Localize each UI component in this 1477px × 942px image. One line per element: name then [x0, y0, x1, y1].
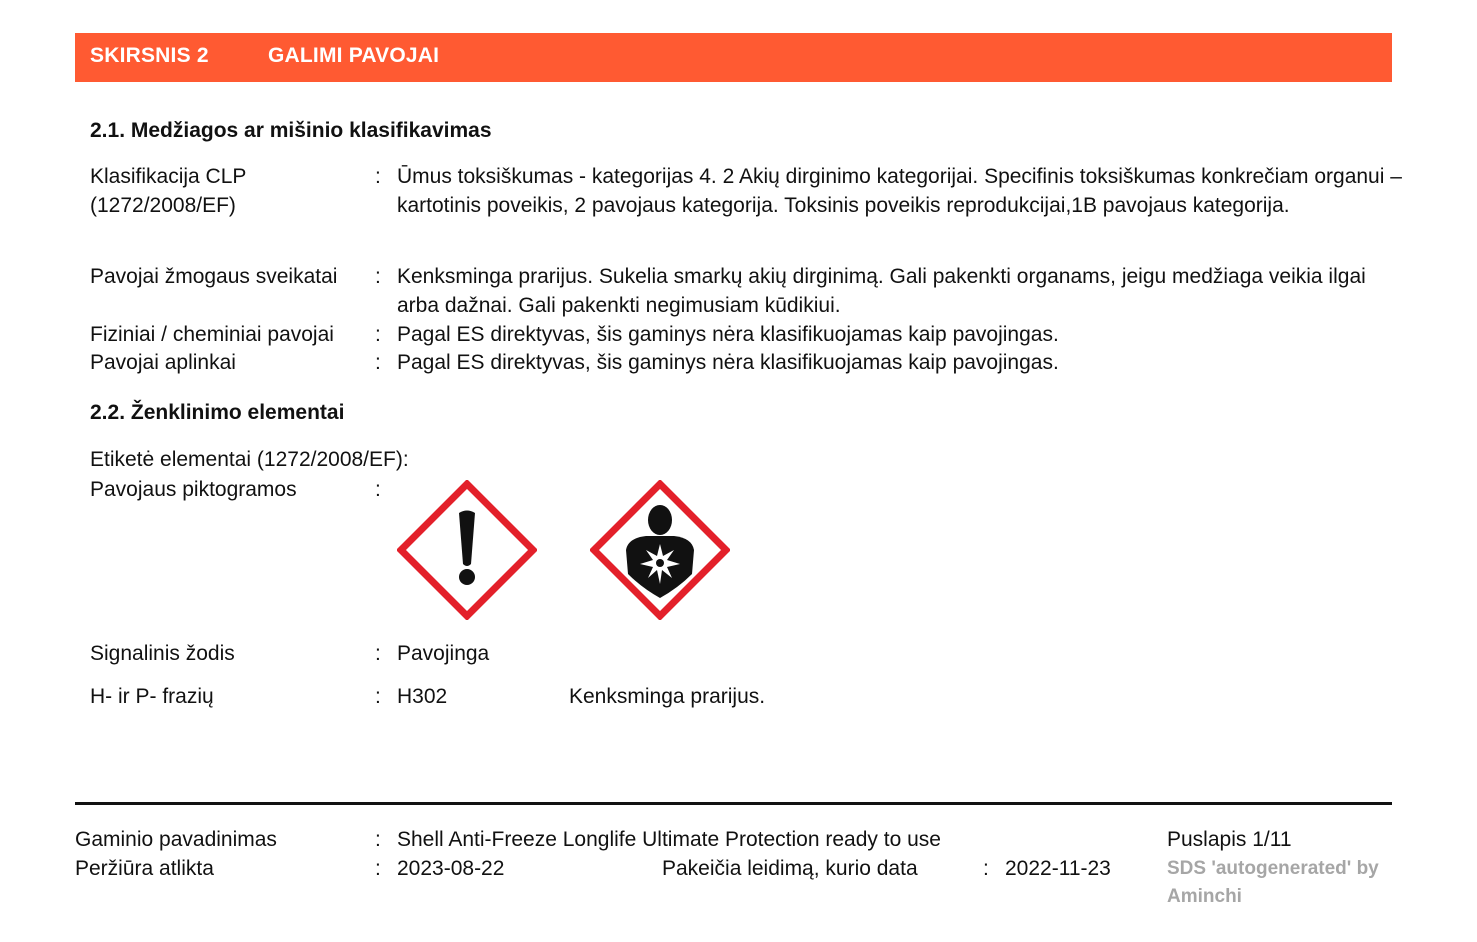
- classification-label-line1: Klasifikacija CLP: [90, 165, 247, 188]
- page-number: Puslapis 1/11: [1167, 828, 1292, 851]
- label-elements-heading: Etiketė elementai (1272/2008/EF):: [90, 448, 409, 471]
- exclamation-mark-icon: [397, 480, 537, 620]
- supersedes-date-value: 2022-11-23: [1005, 857, 1111, 880]
- revision-date-value: 2023-08-22: [397, 857, 505, 880]
- supersedes-label: Pakeičia leidimą, kurio data: [662, 857, 918, 880]
- environment-hazards-value: Pagal ES direktyvas, šis gaminys nėra klasifikuojamas kaip pavojingas.: [397, 351, 1059, 374]
- physchem-hazards-value: Pagal ES direktyvas, šis gaminys nėra klasifikuojamas kaip pavojingas.: [397, 323, 1059, 346]
- classification-label: [90, 162, 246, 220]
- signal-word-colon: :: [375, 642, 381, 665]
- health-hazards-label: Pavojai žmogaus sveikatai: [90, 265, 338, 288]
- physchem-hazards-label: Fiziniai / cheminiai pavojai: [90, 323, 334, 346]
- subsection-heading-2-1: 2.1. Medžiagos ar mišinio klasifikavimas: [90, 119, 492, 142]
- classification-colon: :: [375, 165, 381, 188]
- pictograms-label: Pavojaus piktogramos: [90, 478, 297, 501]
- environment-hazards-label: Pavojai aplinkai: [90, 351, 236, 374]
- signal-word-value: Pavojinga: [397, 642, 490, 665]
- revision-date-label: Peržiūra atlikta: [75, 857, 214, 880]
- autogenerated-note: SDS 'autogenerated' by Aminchi: [1167, 858, 1379, 907]
- revision-date-colon: :: [375, 857, 381, 880]
- section-number: SKIRSNIS 2: [90, 44, 209, 67]
- pictograms-colon: :: [375, 478, 381, 501]
- subsection-heading-2-2: 2.2. Ženklinimo elementai: [90, 401, 345, 424]
- signal-word-label: Signalinis žodis: [90, 642, 235, 665]
- hazard-code: H302: [397, 685, 448, 708]
- product-name-label: Gaminio pavadinimas: [75, 828, 277, 851]
- physchem-hazards-colon: :: [375, 323, 381, 346]
- hazard-statement: Kenksminga prarijus.: [569, 685, 766, 708]
- supersedes-colon: :: [983, 857, 989, 880]
- section-title: GALIMI PAVOJAI: [268, 44, 440, 67]
- section-header-bar: [75, 33, 1392, 82]
- classification-value: Ūmus toksiškumas - kategorijas 4. 2 Akių dirginimo kategorijai. Specifinis toksiškumas konkrečiam organui – kartotinis poveikis, 2 pavojaus kategorija. Toksinis poveikis reprodukcijai,1B pavojaus kategorija.: [397, 165, 1402, 217]
- product-name-colon: :: [375, 828, 381, 851]
- environment-hazards-colon: :: [375, 351, 381, 374]
- hp-phrases-label: H- ir P- frazių: [90, 685, 214, 708]
- hp-phrases-colon: :: [375, 685, 381, 708]
- product-name-value: Shell Anti-Freeze Longlife Ultimate Protection ready to use: [397, 828, 941, 851]
- classification-label-line2: (1272/2008/EF): [90, 194, 236, 217]
- footer-divider: [75, 802, 1392, 805]
- health-hazards-value: Kenksminga prarijus. Sukelia smarkų akių dirginimą. Gali pakenkti organams, jeigu medžiaga veikia ilgai arba dažnai. Gali pakenkti negimusiam kūdikiui.: [397, 265, 1366, 317]
- health-hazards-colon: :: [375, 265, 381, 288]
- health-hazard-icon: [590, 480, 730, 620]
